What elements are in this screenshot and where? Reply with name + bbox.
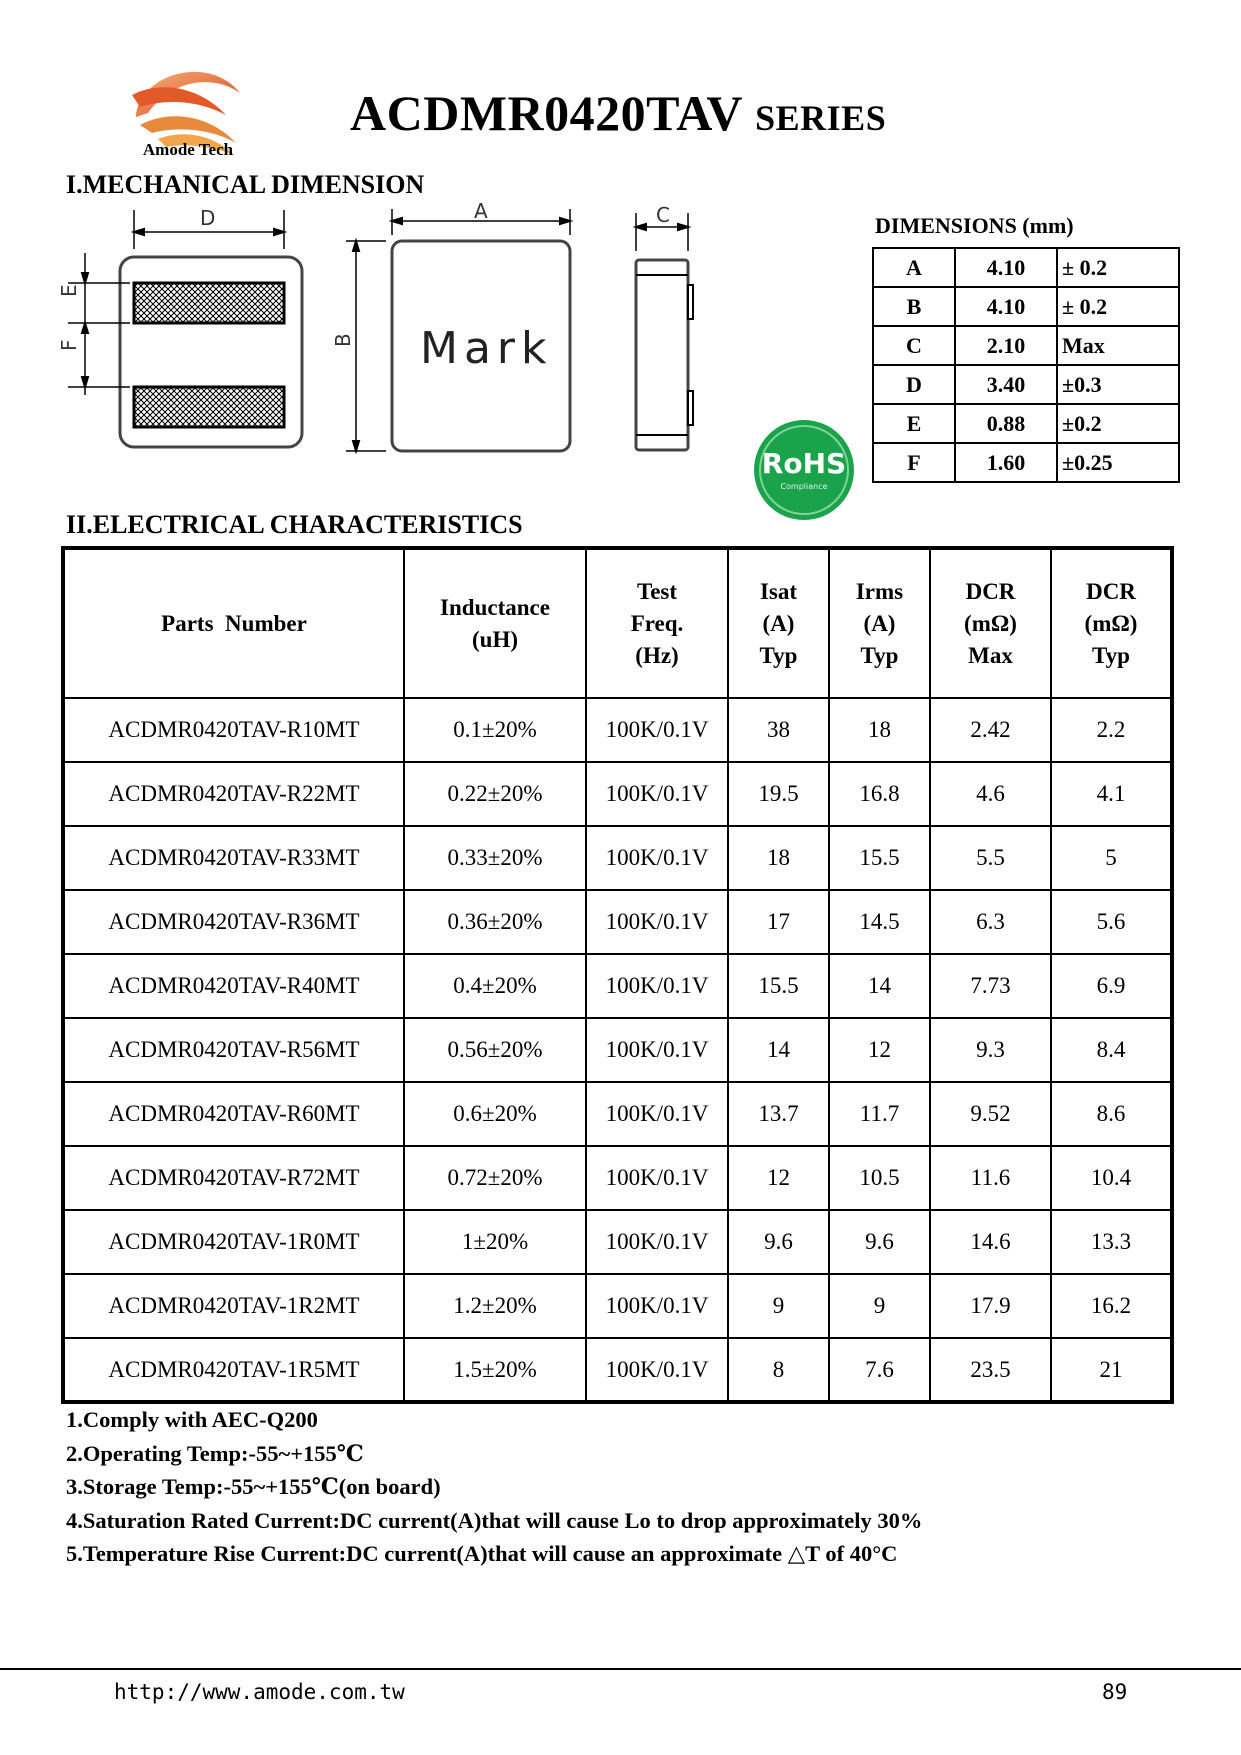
table-cell: 9.6 <box>728 1210 829 1274</box>
column-header-line: Isat <box>759 578 798 604</box>
column-header-line: Typ <box>759 642 798 668</box>
dimension-key: D <box>873 365 955 404</box>
column-header <box>404 548 586 698</box>
dim-label-f: F <box>57 339 81 351</box>
table-cell: 9.52 <box>930 1082 1051 1146</box>
column-header-line: DCR <box>1086 578 1136 604</box>
dimension-row <box>873 443 1179 482</box>
table-cell: ACDMR0420TAV-R22MT <box>63 762 404 826</box>
table-cell: 8 <box>728 1338 829 1402</box>
column-header <box>829 548 930 698</box>
table-cell: 100K/0.1V <box>586 1210 728 1274</box>
table-cell: 100K/0.1V <box>586 826 728 890</box>
dim-label-b: B <box>331 333 355 347</box>
column-header <box>930 548 1051 698</box>
column-header <box>63 548 404 698</box>
dimension-value: 2.10 <box>955 326 1057 365</box>
table-cell: 2.42 <box>930 698 1051 762</box>
series-name: ACDMR0420TAV <box>350 85 743 141</box>
column-header-line: Irms <box>855 578 904 604</box>
dimension-key: B <box>873 287 955 326</box>
table-cell: 23.5 <box>930 1338 1051 1402</box>
dimension-tolerance: ±0.3 <box>1057 365 1179 404</box>
table-cell: 13.3 <box>1051 1210 1172 1274</box>
table-cell: 9.3 <box>930 1018 1051 1082</box>
table-cell: 100K/0.1V <box>586 698 728 762</box>
column-header-line: (mΩ) <box>964 610 1017 636</box>
table-row <box>63 1274 1172 1338</box>
table-cell: 1.5±20% <box>404 1338 586 1402</box>
table-cell: 100K/0.1V <box>586 1146 728 1210</box>
table-row <box>63 698 1172 762</box>
dimension-value: 0.88 <box>955 404 1057 443</box>
table-row <box>63 1146 1172 1210</box>
dimension-key: E <box>873 404 955 443</box>
dimension-value: 3.40 <box>955 365 1057 404</box>
table-cell: ACDMR0420TAV-R40MT <box>63 954 404 1018</box>
dimension-key: A <box>873 248 955 287</box>
page-number: 89 <box>1102 1680 1128 1704</box>
table-cell: ACDMR0420TAV-R36MT <box>63 890 404 954</box>
dimension-row <box>873 365 1179 404</box>
table-row <box>63 1082 1172 1146</box>
table-cell: 11.6 <box>930 1146 1051 1210</box>
table-cell: 100K/0.1V <box>586 1338 728 1402</box>
table-cell: 6.9 <box>1051 954 1172 1018</box>
table-cell: 13.7 <box>728 1082 829 1146</box>
column-header-line: (mΩ) <box>1084 610 1138 636</box>
table-cell: 1±20% <box>404 1210 586 1274</box>
dim-label-d: D <box>200 206 216 230</box>
column-header-line: Freq. <box>630 610 684 636</box>
table-row <box>63 762 1172 826</box>
dimension-tolerance: ± 0.2 <box>1057 248 1179 287</box>
column-header-line: Inductance <box>440 594 550 620</box>
table-cell: 12 <box>728 1146 829 1210</box>
table-cell: 8.4 <box>1051 1018 1172 1082</box>
notes-list <box>66 1403 922 1571</box>
mechanical-drawing <box>57 199 720 465</box>
dimension-row <box>873 287 1179 326</box>
dim-label-a: A <box>474 199 488 223</box>
page-title <box>350 84 886 142</box>
rohs-text: RoHS <box>761 447 847 480</box>
table-cell: 19.5 <box>728 762 829 826</box>
table-cell: 16.8 <box>829 762 930 826</box>
table-cell: 11.7 <box>829 1082 930 1146</box>
table-cell: 0.6±20% <box>404 1082 586 1146</box>
table-row <box>63 954 1172 1018</box>
table-cell: 2.2 <box>1051 698 1172 762</box>
table-cell: ACDMR0420TAV-R10MT <box>63 698 404 762</box>
table-cell: 5.5 <box>930 826 1051 890</box>
dimension-value: 1.60 <box>955 443 1057 482</box>
column-header-line: (Hz) <box>635 642 679 668</box>
table-cell: 14.6 <box>930 1210 1051 1274</box>
column-header <box>1051 548 1172 698</box>
section-electrical-heading: II.ELECTRICAL CHARACTERISTICS <box>66 510 523 539</box>
column-header-line: DCR <box>965 578 1016 604</box>
table-cell: 17.9 <box>930 1274 1051 1338</box>
table-row <box>63 1210 1172 1274</box>
company-name: Amode Tech <box>142 140 234 159</box>
dimension-tolerance: ± 0.2 <box>1057 287 1179 326</box>
table-cell: 18 <box>829 698 930 762</box>
section-mechanical-heading: I.MECHANICAL DIMENSION <box>66 170 425 199</box>
dimensions-table <box>872 247 1180 483</box>
table-cell: 0.36±20% <box>404 890 586 954</box>
rohs-subtext: Compliance <box>780 482 828 491</box>
table-cell: 14.5 <box>829 890 930 954</box>
table-cell: 100K/0.1V <box>586 762 728 826</box>
footer-url: http://www.amode.com.tw <box>114 1680 405 1704</box>
table-row <box>63 1018 1172 1082</box>
column-header <box>586 548 728 698</box>
table-cell: 17 <box>728 890 829 954</box>
table-cell: 0.22±20% <box>404 762 586 826</box>
table-cell: 12 <box>829 1018 930 1082</box>
table-cell: 0.56±20% <box>404 1018 586 1082</box>
table-row <box>63 890 1172 954</box>
dimension-tolerance: ±0.2 <box>1057 404 1179 443</box>
table-cell: 1.2±20% <box>404 1274 586 1338</box>
table-cell: 7.73 <box>930 954 1051 1018</box>
table-cell: 21 <box>1051 1338 1172 1402</box>
column-header <box>728 548 829 698</box>
dimension-row <box>873 248 1179 287</box>
table-cell: 0.1±20% <box>404 698 586 762</box>
note-item: 1.Comply with AEC-Q200 <box>66 1407 318 1432</box>
note-item: 2.Operating Temp:-55~+155℃ <box>66 1440 364 1466</box>
table-cell: ACDMR0420TAV-R33MT <box>63 826 404 890</box>
table-cell: 14 <box>829 954 930 1018</box>
table-cell: 100K/0.1V <box>586 1082 728 1146</box>
table-cell: ACDMR0420TAV-1R0MT <box>63 1210 404 1274</box>
table-cell: 10.5 <box>829 1146 930 1210</box>
dim-label-c: C <box>656 203 670 227</box>
table-cell: 0.33±20% <box>404 826 586 890</box>
table-cell: 100K/0.1V <box>586 1018 728 1082</box>
series-suffix: SERIES <box>755 98 887 138</box>
table-cell: 5 <box>1051 826 1172 890</box>
table-row <box>63 1338 1172 1402</box>
footer-divider <box>0 1668 1241 1670</box>
table-cell: 8.6 <box>1051 1082 1172 1146</box>
dimension-value: 4.10 <box>955 248 1057 287</box>
dimensions-title: DIMENSIONS (mm) <box>875 213 1074 238</box>
dimension-row <box>873 404 1179 443</box>
column-header-line: Typ <box>860 642 899 668</box>
table-cell: 0.72±20% <box>404 1146 586 1210</box>
dimension-key: C <box>873 326 955 365</box>
column-header-line: Typ <box>1092 642 1130 668</box>
table-cell: 16.2 <box>1051 1274 1172 1338</box>
table-cell: 38 <box>728 698 829 762</box>
table-cell: 6.3 <box>930 890 1051 954</box>
table-cell: 4.1 <box>1051 762 1172 826</box>
table-cell: ACDMR0420TAV-R56MT <box>63 1018 404 1082</box>
table-cell: 100K/0.1V <box>586 890 728 954</box>
table-cell: 5.6 <box>1051 890 1172 954</box>
mark-text: Mark <box>420 323 553 374</box>
table-cell: 14 <box>728 1018 829 1082</box>
column-header-line: Test <box>636 578 678 604</box>
note-item: 5.Temperature Rise Current:DC current(A)that will cause an approximate △T of 40°C <box>66 1541 898 1566</box>
table-cell: 9.6 <box>829 1210 930 1274</box>
dimension-tolerance: ±0.25 <box>1057 443 1179 482</box>
table-cell: 7.6 <box>829 1338 930 1402</box>
table-cell: ACDMR0420TAV-1R2MT <box>63 1274 404 1338</box>
column-header-line: (uH) <box>472 626 518 652</box>
table-row <box>63 826 1172 890</box>
column-header-line: (A) <box>863 610 896 636</box>
table-cell: 4.6 <box>930 762 1051 826</box>
table-cell: 100K/0.1V <box>586 954 728 1018</box>
table-cell: 15.5 <box>829 826 930 890</box>
table-cell: 100K/0.1V <box>586 1274 728 1338</box>
table-cell: ACDMR0420TAV-R60MT <box>63 1082 404 1146</box>
dimension-row <box>873 326 1179 365</box>
dimension-key: F <box>873 443 955 482</box>
rohs-badge <box>752 418 856 522</box>
note-item: 3.Storage Temp:-55~+155℃(on board) <box>66 1474 441 1499</box>
column-header-line: (A) <box>762 610 795 636</box>
note-item: 4.Saturation Rated Current:DC current(A)that will cause Lo to drop approximately 30% <box>66 1507 923 1533</box>
table-cell: 18 <box>728 826 829 890</box>
table-cell: ACDMR0420TAV-R72MT <box>63 1146 404 1210</box>
table-cell: 9 <box>829 1274 930 1338</box>
electrical-characteristics-table <box>61 546 1174 1404</box>
column-header-line: Max <box>968 642 1013 668</box>
table-cell: 10.4 <box>1051 1146 1172 1210</box>
dimension-value: 4.10 <box>955 287 1057 326</box>
table-cell: 0.4±20% <box>404 954 586 1018</box>
dim-label-e: E <box>57 284 81 297</box>
table-cell: 9 <box>728 1274 829 1338</box>
dimension-tolerance: Max <box>1057 326 1179 365</box>
table-cell: 15.5 <box>728 954 829 1018</box>
table-cell: ACDMR0420TAV-1R5MT <box>63 1338 404 1402</box>
column-header-line: Parts Number <box>161 610 307 636</box>
